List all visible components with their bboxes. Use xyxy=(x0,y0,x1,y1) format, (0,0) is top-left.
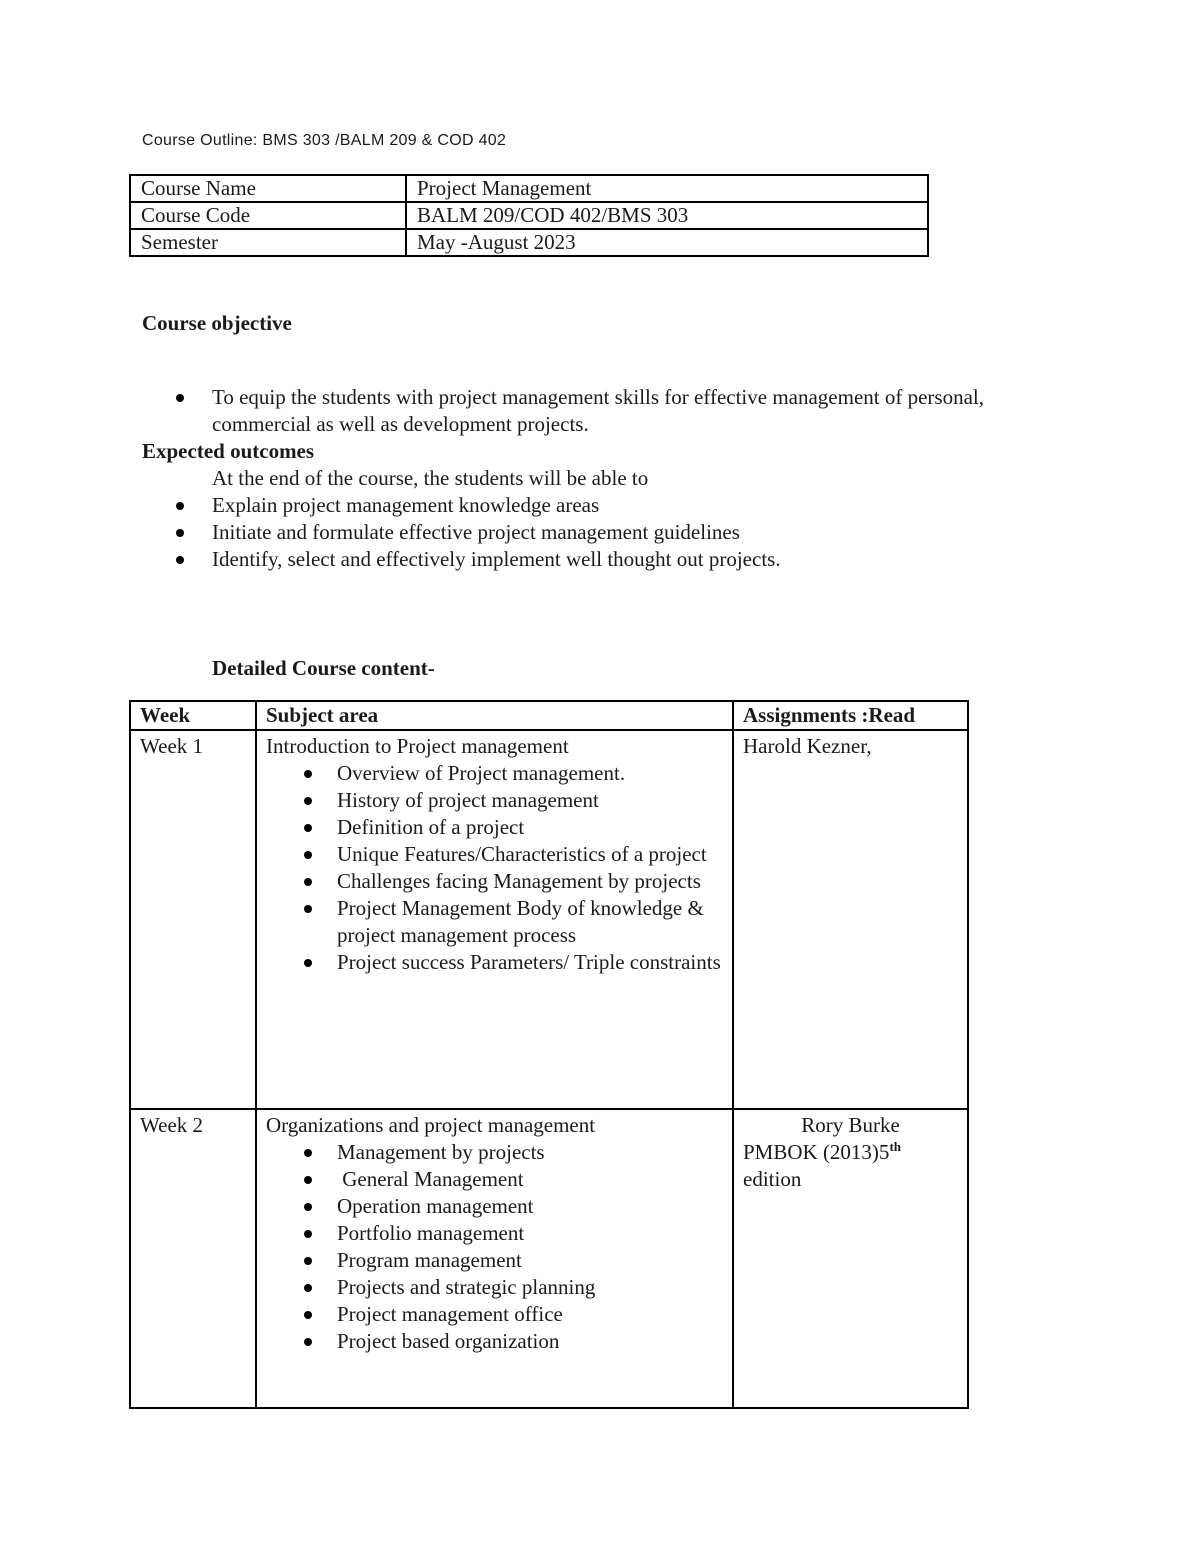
info-label: Semester xyxy=(130,229,406,256)
reading-line: Harold Kezner, xyxy=(743,734,872,758)
reading-cell xyxy=(733,1109,968,1408)
list-item: Project Management Body of knowledge & project management process xyxy=(266,895,723,949)
list-item: To equip the students with project management skills for effective management of personal, commercial as well as development projects. xyxy=(142,384,1022,438)
course-info-table xyxy=(129,174,929,257)
list-item: Project success Parameters/ Triple constraints xyxy=(266,949,723,976)
outcomes-intro: At the end of the course, the students will be able to xyxy=(212,466,649,490)
list-item: Project management office xyxy=(266,1301,723,1328)
reading-line xyxy=(743,1139,958,1166)
info-value: May -August 2023 xyxy=(406,229,928,256)
list-item: Management by projects xyxy=(266,1139,723,1166)
course-content-table xyxy=(129,700,969,1409)
list-item: General Management xyxy=(266,1166,723,1193)
subject-title: Introduction to Project management xyxy=(266,734,569,758)
reading-line: edition xyxy=(743,1167,802,1191)
header-assignments: Assignments :Read xyxy=(733,701,968,730)
list-item: Identify, select and effectively implement well thought out projects. xyxy=(142,546,1022,573)
subject-title: Organizations and project management xyxy=(266,1113,596,1137)
document-title: Course Outline: BMS 303 /BALM 209 & COD 402 xyxy=(142,132,507,149)
outcomes-heading: Expected outcomes xyxy=(142,439,315,463)
table-header-row xyxy=(130,701,968,730)
list-item: Initiate and formulate effective project management guidelines xyxy=(142,519,1022,546)
objective-heading: Course objective xyxy=(142,311,292,335)
table-row xyxy=(130,1109,968,1408)
content-heading: Detailed Course content- xyxy=(212,656,435,680)
info-label: Course Code xyxy=(130,202,406,229)
reading-text: PMBOK (2013)5 xyxy=(743,1140,890,1164)
table-row xyxy=(130,202,928,229)
info-value: BALM 209/COD 402/BMS 303 xyxy=(406,202,928,229)
list-item: Projects and strategic planning xyxy=(266,1274,723,1301)
list-item: Challenges facing Management by projects xyxy=(266,868,723,895)
subject-cell xyxy=(256,730,733,1109)
list-item: History of project management xyxy=(266,787,723,814)
outcomes-list xyxy=(142,492,1022,573)
info-value: Project Management xyxy=(406,175,928,202)
subject-cell xyxy=(256,1109,733,1408)
list-item: Overview of Project management. xyxy=(266,760,723,787)
topic-list xyxy=(266,760,723,976)
list-item: Definition of a project xyxy=(266,814,723,841)
header-week: Week xyxy=(130,701,256,730)
list-item: Operation management xyxy=(266,1193,723,1220)
week-cell: Week 2 xyxy=(130,1109,256,1408)
table-row xyxy=(130,730,968,1109)
list-item: Portfolio management xyxy=(266,1220,723,1247)
objective-list xyxy=(142,384,1022,438)
table-row xyxy=(130,229,928,256)
week-cell: Week 1 xyxy=(130,730,256,1109)
reading-superscript: th xyxy=(889,1139,901,1154)
list-item: Explain project management knowledge areas xyxy=(142,492,1022,519)
list-item: Project based organization xyxy=(266,1328,723,1355)
info-label: Course Name xyxy=(130,175,406,202)
reading-cell xyxy=(733,730,968,1109)
table-row xyxy=(130,175,928,202)
reading-line: Rory Burke xyxy=(801,1113,900,1137)
list-item: Program management xyxy=(266,1247,723,1274)
topic-list xyxy=(266,1139,723,1355)
header-subject: Subject area xyxy=(256,701,733,730)
list-item: Unique Features/Characteristics of a project xyxy=(266,841,723,868)
